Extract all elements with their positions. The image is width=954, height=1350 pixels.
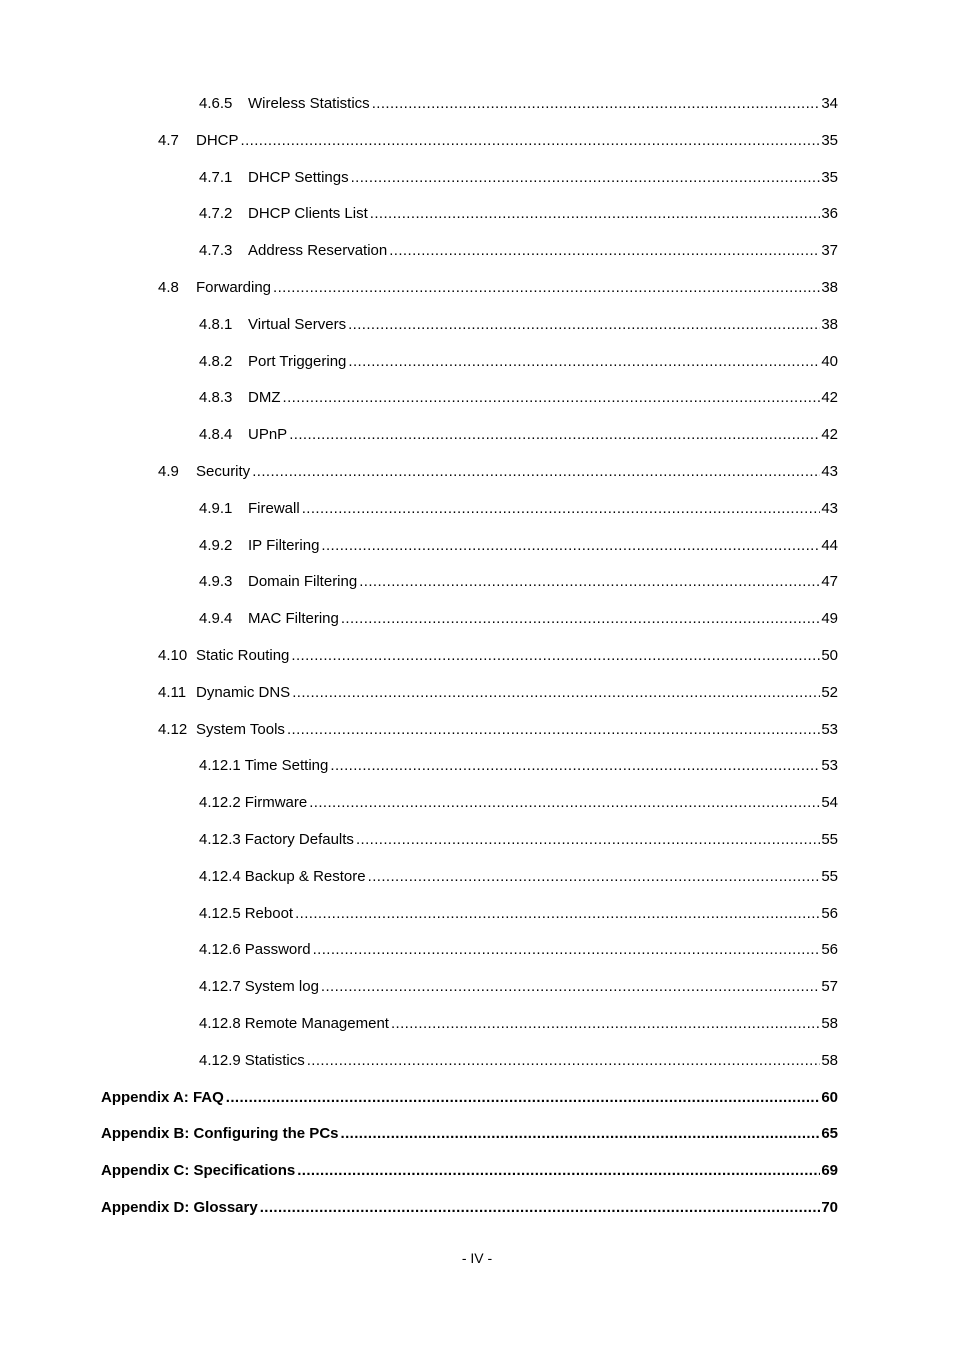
toc-entry-number: 4.9.3 bbox=[199, 573, 233, 590]
dot-leader bbox=[241, 130, 821, 152]
toc-entry-title: Appendix C: Specifications bbox=[101, 1162, 296, 1179]
page-number-footer: - IV - bbox=[461, 1250, 493, 1266]
dot-leader bbox=[295, 903, 820, 925]
toc-entry-page: 38 bbox=[821, 316, 838, 333]
toc-entry-page: 57 bbox=[821, 978, 838, 995]
dot-leader bbox=[313, 939, 821, 961]
toc-entry-page: 69 bbox=[821, 1162, 838, 1179]
toc-entry-title: Static Routing bbox=[196, 647, 290, 664]
toc-entry-page: 53 bbox=[821, 721, 838, 738]
toc-entry-title: Forwarding bbox=[196, 279, 272, 296]
toc-entry[interactable] bbox=[199, 240, 838, 262]
toc-entry[interactable] bbox=[158, 277, 838, 299]
toc-entry-page: 60 bbox=[821, 1089, 838, 1106]
toc-entry-number: 4.8.1 bbox=[199, 316, 233, 333]
toc-entry[interactable] bbox=[199, 498, 838, 520]
toc-entry-title: Dynamic DNS bbox=[196, 684, 291, 701]
toc-entry-page: 37 bbox=[821, 242, 838, 259]
toc-entry-page: 42 bbox=[821, 389, 838, 406]
dot-leader bbox=[302, 498, 821, 520]
dot-leader bbox=[321, 976, 820, 998]
toc-entry-title: Remote Management bbox=[244, 1015, 389, 1032]
toc-entry-number: 4.8.3 bbox=[199, 389, 233, 406]
toc-entry-title: Port Triggering bbox=[248, 353, 347, 370]
toc-entry-number: 4.10 bbox=[158, 647, 188, 664]
toc-entry[interactable] bbox=[158, 130, 838, 152]
toc-entry-title: Wireless Statistics bbox=[248, 95, 370, 112]
toc-entry-number: 4.12.9 bbox=[199, 1052, 241, 1069]
dot-leader bbox=[226, 1087, 821, 1109]
dot-leader bbox=[356, 829, 820, 851]
toc-entry-title: MAC Filtering bbox=[248, 610, 339, 627]
toc-entry-number: 4.12.1 bbox=[199, 757, 241, 774]
dot-leader bbox=[389, 240, 820, 262]
dot-leader bbox=[370, 203, 821, 225]
dot-leader bbox=[359, 571, 820, 593]
toc-entry[interactable] bbox=[199, 314, 838, 336]
toc-entry[interactable] bbox=[101, 1087, 838, 1109]
toc-entry-page: 47 bbox=[821, 573, 838, 590]
dot-leader bbox=[341, 608, 820, 630]
dot-leader bbox=[368, 866, 821, 888]
toc-entry-title: Address Reservation bbox=[248, 242, 388, 259]
toc-entry-page: 56 bbox=[821, 941, 838, 958]
toc-entry-number: 4.12.5 bbox=[199, 905, 241, 922]
toc-entry-title: DMZ bbox=[248, 389, 281, 406]
toc-entry-title: DHCP Clients List bbox=[248, 205, 368, 222]
dot-leader bbox=[321, 535, 820, 557]
dot-leader bbox=[341, 1123, 821, 1145]
toc-entry-page: 42 bbox=[821, 426, 838, 443]
toc-entry-number: 4.9.1 bbox=[199, 500, 233, 517]
toc-entry[interactable] bbox=[199, 387, 838, 409]
toc-entry-title: Firmware bbox=[244, 794, 308, 811]
toc-entry-number: 4.12.6 bbox=[199, 941, 241, 958]
toc-entry-page: 52 bbox=[821, 684, 838, 701]
dot-leader bbox=[307, 1050, 821, 1072]
toc-entry-number: 4.8.4 bbox=[199, 426, 233, 443]
dot-leader bbox=[351, 167, 821, 189]
toc-entry-title: Firewall bbox=[248, 500, 300, 517]
toc-entry[interactable] bbox=[199, 608, 838, 630]
toc-entry-number: 4.9.2 bbox=[199, 537, 233, 554]
dot-leader bbox=[297, 1160, 820, 1182]
toc-entry-page: 35 bbox=[821, 132, 838, 149]
toc-entry-number: 4.8.2 bbox=[199, 353, 233, 370]
dot-leader bbox=[391, 1013, 820, 1035]
dot-leader bbox=[309, 792, 820, 814]
toc-entry[interactable] bbox=[158, 645, 838, 667]
toc-entry-title: Appendix D: Glossary bbox=[101, 1199, 258, 1216]
toc-entry-number: 4.9 bbox=[158, 463, 179, 480]
toc-entry[interactable] bbox=[199, 866, 838, 888]
toc-entry-page: 36 bbox=[821, 205, 838, 222]
toc-entry-page: 34 bbox=[821, 95, 838, 112]
dot-leader bbox=[252, 461, 820, 483]
toc-entry[interactable] bbox=[101, 1123, 838, 1145]
toc-entry-page: 58 bbox=[821, 1015, 838, 1032]
toc-entry-title: DHCP bbox=[196, 132, 239, 149]
toc-entry[interactable] bbox=[199, 792, 838, 814]
dot-leader bbox=[289, 424, 820, 446]
toc-entry[interactable] bbox=[199, 976, 838, 998]
toc-entry-title: Virtual Servers bbox=[248, 316, 347, 333]
toc-entry[interactable] bbox=[199, 535, 838, 557]
toc-entry-page: 54 bbox=[821, 794, 838, 811]
toc-entry-title: System Tools bbox=[196, 721, 285, 738]
toc-entry-title: System log bbox=[244, 978, 319, 995]
toc-entry-number: 4.7.1 bbox=[199, 169, 233, 186]
toc-entry[interactable] bbox=[199, 424, 838, 446]
toc-entry[interactable] bbox=[158, 682, 838, 704]
toc-entry[interactable] bbox=[199, 571, 838, 593]
dot-leader bbox=[291, 645, 820, 667]
toc-entry[interactable] bbox=[158, 461, 838, 483]
toc-entry-number: 4.7.3 bbox=[199, 242, 233, 259]
toc-entry[interactable] bbox=[199, 903, 838, 925]
dot-leader bbox=[372, 93, 821, 115]
toc-entry[interactable] bbox=[199, 939, 838, 961]
toc-entry[interactable] bbox=[199, 167, 838, 189]
toc-entry-number: 4.12.3 bbox=[199, 831, 241, 848]
toc-entry-title: Domain Filtering bbox=[248, 573, 358, 590]
toc-entry-page: 55 bbox=[821, 868, 838, 885]
toc-entry-title: Factory Defaults bbox=[244, 831, 354, 848]
dot-leader bbox=[260, 1197, 821, 1219]
dot-leader bbox=[283, 387, 821, 409]
toc-entry-title: UPnP bbox=[248, 426, 288, 443]
dot-leader bbox=[292, 682, 820, 704]
toc-entry-page: 58 bbox=[821, 1052, 838, 1069]
toc-entry-number: 4.12.8 bbox=[199, 1015, 241, 1032]
toc-entry-title: Security bbox=[196, 463, 251, 480]
dot-leader bbox=[273, 277, 820, 299]
toc-entry-page: 56 bbox=[821, 905, 838, 922]
toc-entry-number: 4.12.4 bbox=[199, 868, 241, 885]
toc-entry-number: 4.11 bbox=[158, 684, 187, 701]
toc-entry-title: Backup & Restore bbox=[244, 868, 366, 885]
toc-entry-title: Password bbox=[244, 941, 311, 958]
toc-entry[interactable] bbox=[199, 829, 838, 851]
toc-entry-page: 35 bbox=[821, 169, 838, 186]
toc-entry-page: 43 bbox=[821, 500, 838, 517]
toc-entry-page: 44 bbox=[821, 537, 838, 554]
dot-leader bbox=[348, 314, 820, 336]
toc-entry-title: Time Setting bbox=[244, 757, 329, 774]
toc-entry-number: 4.7.2 bbox=[199, 205, 233, 222]
toc-entry-title: IP Filtering bbox=[248, 537, 320, 554]
toc-entry-number: 4.9.4 bbox=[199, 610, 233, 627]
toc-entry-number: 4.8 bbox=[158, 279, 179, 296]
toc-entry[interactable] bbox=[199, 755, 838, 777]
toc-entry-number: 4.12.7 bbox=[199, 978, 241, 995]
toc-entry-number: 4.6.5 bbox=[199, 95, 233, 112]
toc-entry-number: 4.12.2 bbox=[199, 794, 241, 811]
toc-entry[interactable] bbox=[158, 719, 838, 741]
toc-entry[interactable] bbox=[199, 93, 838, 115]
toc-entry-number: 4.12 bbox=[158, 721, 188, 738]
toc-entry[interactable] bbox=[101, 1197, 838, 1219]
toc-entry-title: Statistics bbox=[244, 1052, 305, 1069]
toc-entry-title: Appendix A: FAQ bbox=[101, 1089, 224, 1106]
toc-entry-page: 50 bbox=[821, 647, 838, 664]
toc-entry-page: 70 bbox=[821, 1199, 838, 1216]
dot-leader bbox=[287, 719, 820, 741]
dot-leader bbox=[348, 351, 820, 373]
toc-entry[interactable] bbox=[199, 1050, 838, 1072]
toc-entry-page: 38 bbox=[821, 279, 838, 296]
toc-entry[interactable] bbox=[199, 203, 838, 225]
toc-entry-title: DHCP Settings bbox=[248, 169, 349, 186]
toc-entry[interactable] bbox=[101, 1160, 838, 1182]
toc-entry[interactable] bbox=[199, 1013, 838, 1035]
toc-entry-title: Reboot bbox=[244, 905, 294, 922]
toc-entry[interactable] bbox=[199, 351, 838, 373]
toc-entry-page: 49 bbox=[821, 610, 838, 627]
toc-entry-page: 43 bbox=[821, 463, 838, 480]
toc-entry-title: Appendix B: Configuring the PCs bbox=[101, 1125, 339, 1142]
toc-entry-page: 40 bbox=[821, 353, 838, 370]
toc-entry-page: 53 bbox=[821, 757, 838, 774]
dot-leader bbox=[330, 755, 820, 777]
toc-entry-number: 4.7 bbox=[158, 132, 179, 149]
toc-entry-page: 65 bbox=[821, 1125, 838, 1142]
toc-entry-page: 55 bbox=[821, 831, 838, 848]
